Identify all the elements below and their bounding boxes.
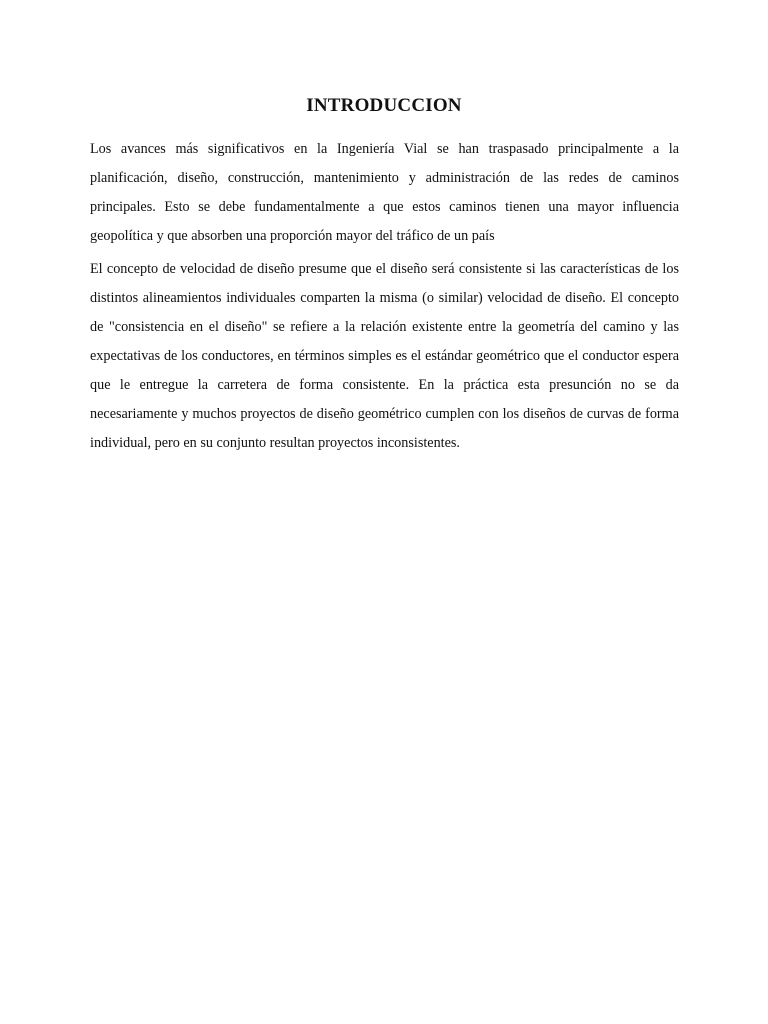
paragraph-1: Los avances más significativos en la Ingeniería Vial se han traspasado principalmente a la planificación, diseño, construcción, mantenimiento y administración de las redes de caminos principales. Esto se debe fundamentalmente a que estos caminos tienen una mayor influencia geopolítica y que absorben una proporción mayor del tráfico de un país bbox=[90, 141, 679, 244]
page-title: INTRODUCCION bbox=[306, 95, 462, 116]
paragraph-2: El concepto de velocidad de diseño presume que el diseño será consistente si las características de los distintos alineamientos individuales comparten la misma (o similar) velocidad de diseño. El concepto de "consistencia en el diseño" se refiere a la relación existente entre la geometría del camino y las expectativas de los conductores, en términos simples es el estándar geométrico que el conductor espera que le entregue la carretera de forma consistente. En la práctica esta presunción no se da necesariamente y muchos proyectos de diseño geométrico cumplen con los diseños de curvas de forma individual, pero en su conjunto resultan proyectos inconsistentes. bbox=[90, 261, 679, 451]
